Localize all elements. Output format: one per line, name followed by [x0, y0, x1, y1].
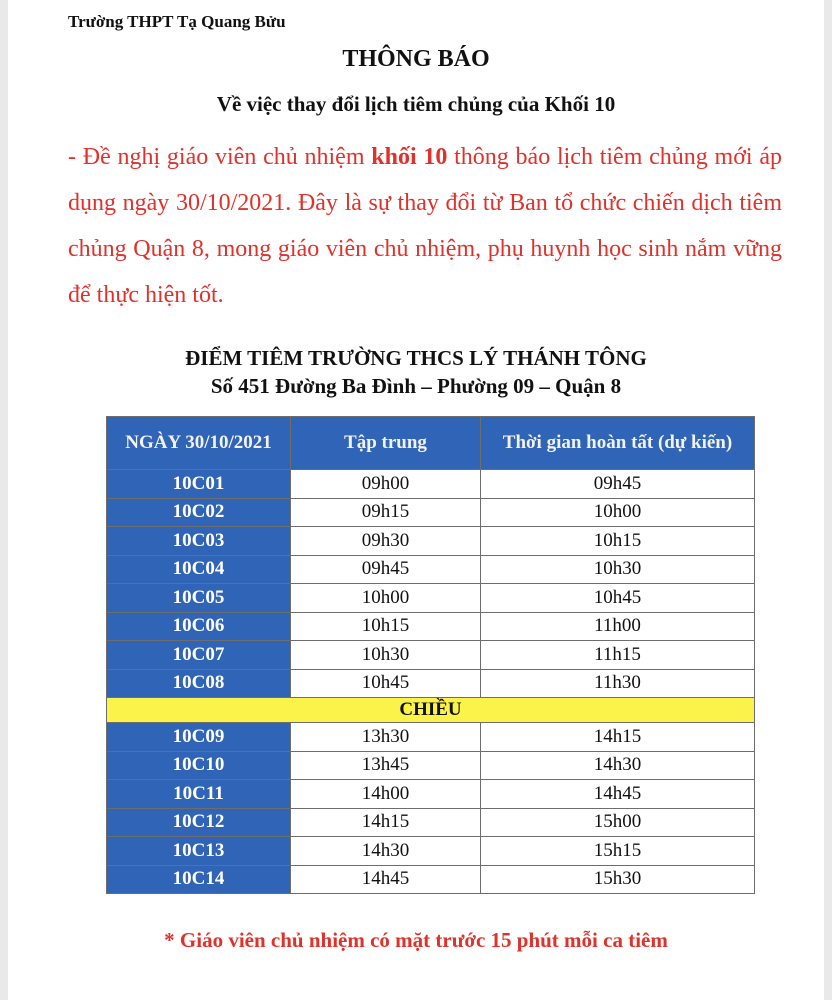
- afternoon-divider: [107, 698, 755, 723]
- finish-time-cell: 14h15: [481, 723, 755, 752]
- gather-time-cell: 09h15: [291, 498, 481, 527]
- table-header-row: [107, 417, 755, 470]
- finish-time-cell: 10h15: [481, 527, 755, 556]
- gather-time-cell: 13h45: [291, 751, 481, 780]
- finish-time-cell: 11h00: [481, 612, 755, 641]
- gather-time-cell: 14h45: [291, 865, 481, 894]
- finish-time-cell: 10h30: [481, 555, 755, 584]
- table-row: [107, 865, 755, 894]
- notice-text-before: - Đề nghị giáo viên chủ nhiệm: [68, 144, 372, 170]
- table-row: [107, 612, 755, 641]
- footnote: * Giáo viên chủ nhiệm có mặt trước 15 phút mỗi ca tiêm: [164, 928, 668, 952]
- gather-time-cell: 09h45: [291, 555, 481, 584]
- class-cell: 10C04: [107, 555, 291, 584]
- class-cell: 10C08: [107, 669, 291, 698]
- table-row: [107, 498, 755, 527]
- gather-time-cell: 10h30: [291, 641, 481, 670]
- morning-rows: [107, 470, 755, 698]
- header-date: NGÀY 30/10/2021: [107, 417, 291, 470]
- finish-time-cell: 10h45: [481, 584, 755, 613]
- class-cell: 10C14: [107, 865, 291, 894]
- gather-time-cell: 09h30: [291, 527, 481, 556]
- finish-time-cell: 15h30: [481, 865, 755, 894]
- class-cell: 10C06: [107, 612, 291, 641]
- class-cell: 10C03: [107, 527, 291, 556]
- class-cell: 10C07: [107, 641, 291, 670]
- schedule-table: [106, 416, 755, 894]
- notice-highlight: khối 10: [371, 144, 448, 170]
- notice-body: [68, 134, 782, 318]
- table-row: [107, 723, 755, 752]
- venue-address: Số 451 Đường Ba Đình – Phường 09 – Quận 8: [210, 374, 622, 398]
- table-row: [107, 751, 755, 780]
- table-row: [107, 808, 755, 837]
- finish-time-cell: 14h30: [481, 751, 755, 780]
- afternoon-rows: [107, 723, 755, 894]
- finish-time-cell: 15h00: [481, 808, 755, 837]
- header-finish-time: Thời gian hoàn tất (dự kiến): [481, 417, 755, 470]
- class-cell: 10C09: [107, 723, 291, 752]
- class-cell: 10C02: [107, 498, 291, 527]
- header-gather-time: Tập trung: [291, 417, 481, 470]
- gather-time-cell: 14h00: [291, 780, 481, 809]
- finish-time-cell: 14h45: [481, 780, 755, 809]
- class-cell: 10C12: [107, 808, 291, 837]
- gather-time-cell: 14h15: [291, 808, 481, 837]
- table-row: [107, 470, 755, 499]
- notice-title: THÔNG BÁO: [342, 46, 490, 72]
- notice-text-after: thông báo lịch tiêm chủng mới áp dụng ngày 30/10/2021. Đây là sự thay đổi từ Ban tổ chức chiến dịch tiêm chủng Quận 8, mong giáo viên chủ nhiệm, phụ huynh học sinh nắm vững để thực hiện tốt.: [68, 144, 782, 308]
- gather-time-cell: 13h30: [291, 723, 481, 752]
- table-row: [107, 669, 755, 698]
- gather-time-cell: 09h00: [291, 470, 481, 499]
- gather-time-cell: 14h30: [291, 837, 481, 866]
- table-row: [107, 527, 755, 556]
- notice-subtitle: Về việc thay đổi lịch tiêm chủng của Khối 10: [216, 92, 616, 116]
- gather-time-cell: 10h45: [291, 669, 481, 698]
- finish-time-cell: 11h15: [481, 641, 755, 670]
- class-cell: 10C11: [107, 780, 291, 809]
- finish-time-cell: 11h30: [481, 669, 755, 698]
- table-row: [107, 641, 755, 670]
- gather-time-cell: 10h15: [291, 612, 481, 641]
- table-row: [107, 837, 755, 866]
- table-row: [107, 780, 755, 809]
- table-row: [107, 584, 755, 613]
- document-page: [8, 0, 824, 1000]
- class-cell: 10C01: [107, 470, 291, 499]
- class-cell: 10C13: [107, 837, 291, 866]
- finish-time-cell: 15h15: [481, 837, 755, 866]
- class-cell: 10C10: [107, 751, 291, 780]
- class-cell: 10C05: [107, 584, 291, 613]
- school-name: Trường THPT Tạ Quang Bửu: [68, 12, 286, 31]
- venue-block: [8, 344, 824, 400]
- session-label-afternoon: CHIỀU: [107, 698, 755, 723]
- venue-name: ĐIỂM TIÊM TRƯỜNG THCS LÝ THÁNH TÔNG: [185, 346, 647, 370]
- finish-time-cell: 10h00: [481, 498, 755, 527]
- gather-time-cell: 10h00: [291, 584, 481, 613]
- table-row: [107, 555, 755, 584]
- finish-time-cell: 09h45: [481, 470, 755, 499]
- session-row: [107, 698, 755, 723]
